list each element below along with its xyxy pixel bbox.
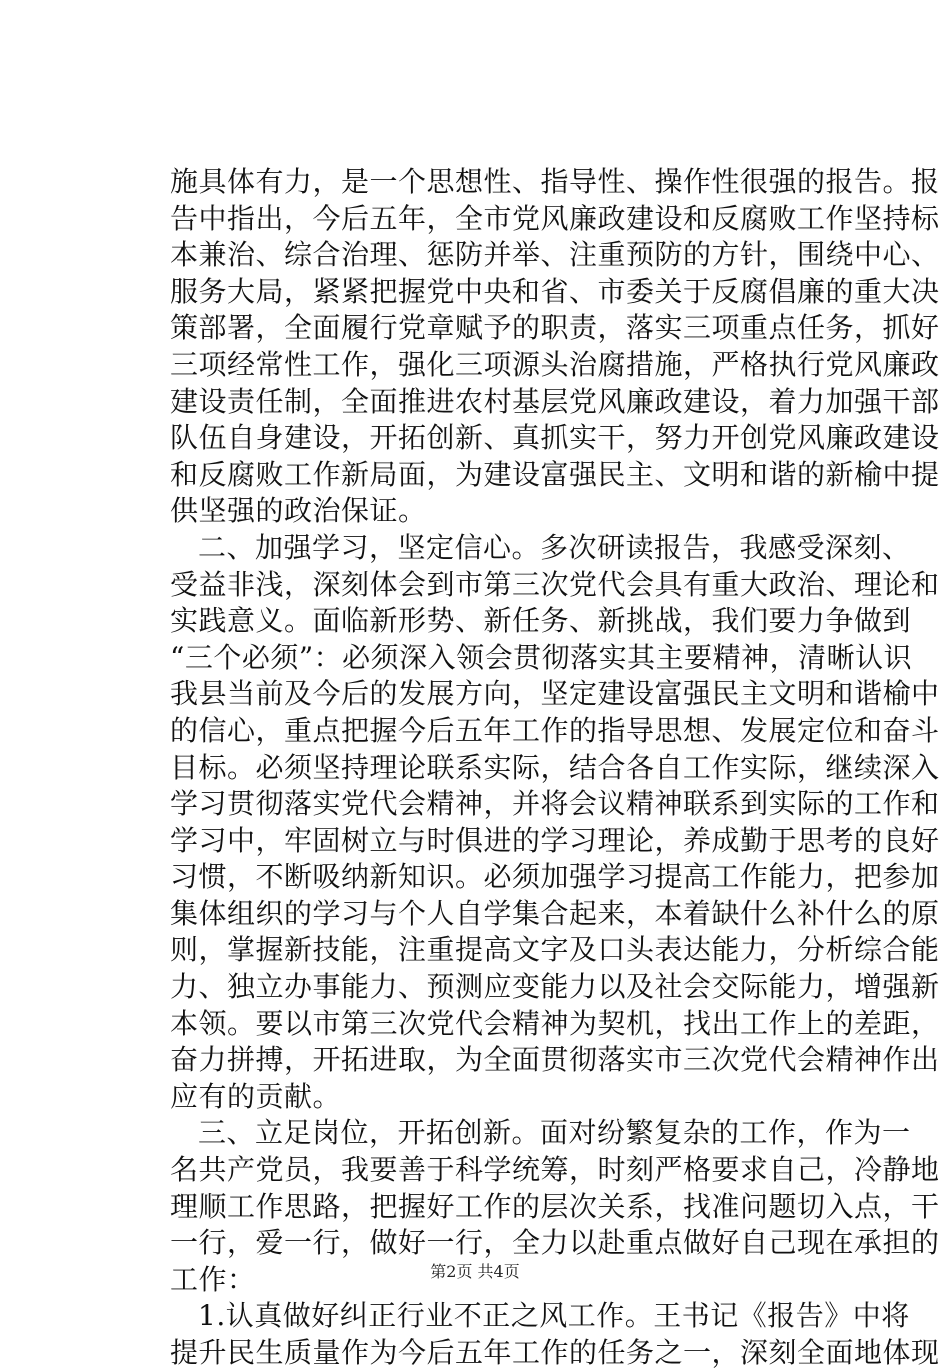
text-line: 学习贯彻落实党代会精神，并将会议精神联系到实际的工作和 xyxy=(170,787,940,821)
text-line: 奋力拼搏，开拓进取，为全面贯彻落实市三次党代会精神作出 xyxy=(170,1043,940,1077)
paragraph-start-line: 三、立足岗位，开拓创新。面对纷繁复杂的工作，作为一 xyxy=(198,1116,911,1150)
document-body xyxy=(170,164,940,1372)
text-line: 三项经常性工作，强化三项源头治腐措施，严格执行党风廉政 xyxy=(170,347,940,381)
text-line: 则，掌握新技能，注重提高文字及口头表达能力，分析综合能 xyxy=(170,933,940,967)
text-line: 理顺工作思路，把握好工作的层次关系，找准问题切入点，干 xyxy=(170,1189,940,1223)
text-line: 力、独立办事能力、预测应变能力以及社会交际能力，增强新 xyxy=(170,970,940,1004)
text-line: 集体组织的学习与个人自学集合起来，本着缺什么补什么的原 xyxy=(170,896,940,930)
text-line: 学习中，牢固树立与时俱进的学习理论，养成勤于思考的良好 xyxy=(170,823,940,857)
text-line: 本领。要以市第三次党代会精神为契机，找出工作上的差距， xyxy=(170,1006,940,1040)
text-line: 服务大局，紧紧把握党中央和省、市委关于反腐倡廉的重大决 xyxy=(170,274,940,308)
paragraph-start-line: 二、加强学习，坚定信心。多次研读报告，我感受深刻、 xyxy=(198,530,911,564)
paragraph-start-line: 1.认真做好纠正行业不正之风工作。王书记《报告》中将 xyxy=(198,1299,910,1333)
text-line: 我县当前及今后的发展方向，坚定建设富强民主文明和谐榆中 xyxy=(170,677,940,711)
text-line: 和反腐败工作新局面，为建设富强民主、文明和谐的新榆中提 xyxy=(170,457,940,491)
text-line: 受益非浅，深刻体会到市第三次党代会具有重大政治、理论和 xyxy=(170,567,940,601)
page-number-footer: 第2页 共4页 xyxy=(430,1262,520,1281)
text-line: 名共产党员，我要善于科学统筹，时刻严格要求自己，冷静地 xyxy=(170,1153,940,1187)
text-line: 本兼治、综合治理、惩防并举、注重预防的方针，围绕中心、 xyxy=(170,238,940,272)
text-line: 策部署，全面履行党章赋予的职责，落实三项重点任务，抓好 xyxy=(170,311,940,345)
text-line: 一行，爱一行，做好一行，全力以赴重点做好自己现在承担的 xyxy=(170,1226,940,1260)
text-line: 施具体有力，是一个思想性、指导性、操作性很强的报告。报 xyxy=(170,165,940,198)
text-line: 习惯，不断吸纳新知识。必须加强学习提高工作能力，把参加 xyxy=(170,860,940,894)
text-line: 告中指出，今后五年，全市党风廉政建设和反腐败工作坚持标 xyxy=(170,201,940,235)
text-line: “三个必须”：必须深入领会贯彻落实其主要精神，清晰认识 xyxy=(170,640,913,674)
text-line: 应有的贡献。 xyxy=(170,1079,342,1113)
text-line: 提升民生质量作为今后五年工作的任务之一，深刻全面地体现 xyxy=(170,1336,940,1369)
text-line: 目标。必须坚持理论联系实际，结合各自工作实际，继续深入 xyxy=(170,750,940,784)
text-line: 实践意义。面临新形势、新任务、新挑战，我们要力争做到 xyxy=(170,604,912,638)
text-line: 工作： xyxy=(170,1262,256,1296)
text-line: 的信心，重点把握今后五年工作的指导思想、发展定位和奋斗 xyxy=(170,713,940,747)
text-line: 建设责任制，全面推进农村基层党风廉政建设，着力加强干部 xyxy=(170,384,940,418)
text-line: 供坚强的政治保证。 xyxy=(170,494,427,528)
text-line: 队伍自身建设，开拓创新、真抓实干，努力开创党风廉政建设 xyxy=(170,421,940,455)
